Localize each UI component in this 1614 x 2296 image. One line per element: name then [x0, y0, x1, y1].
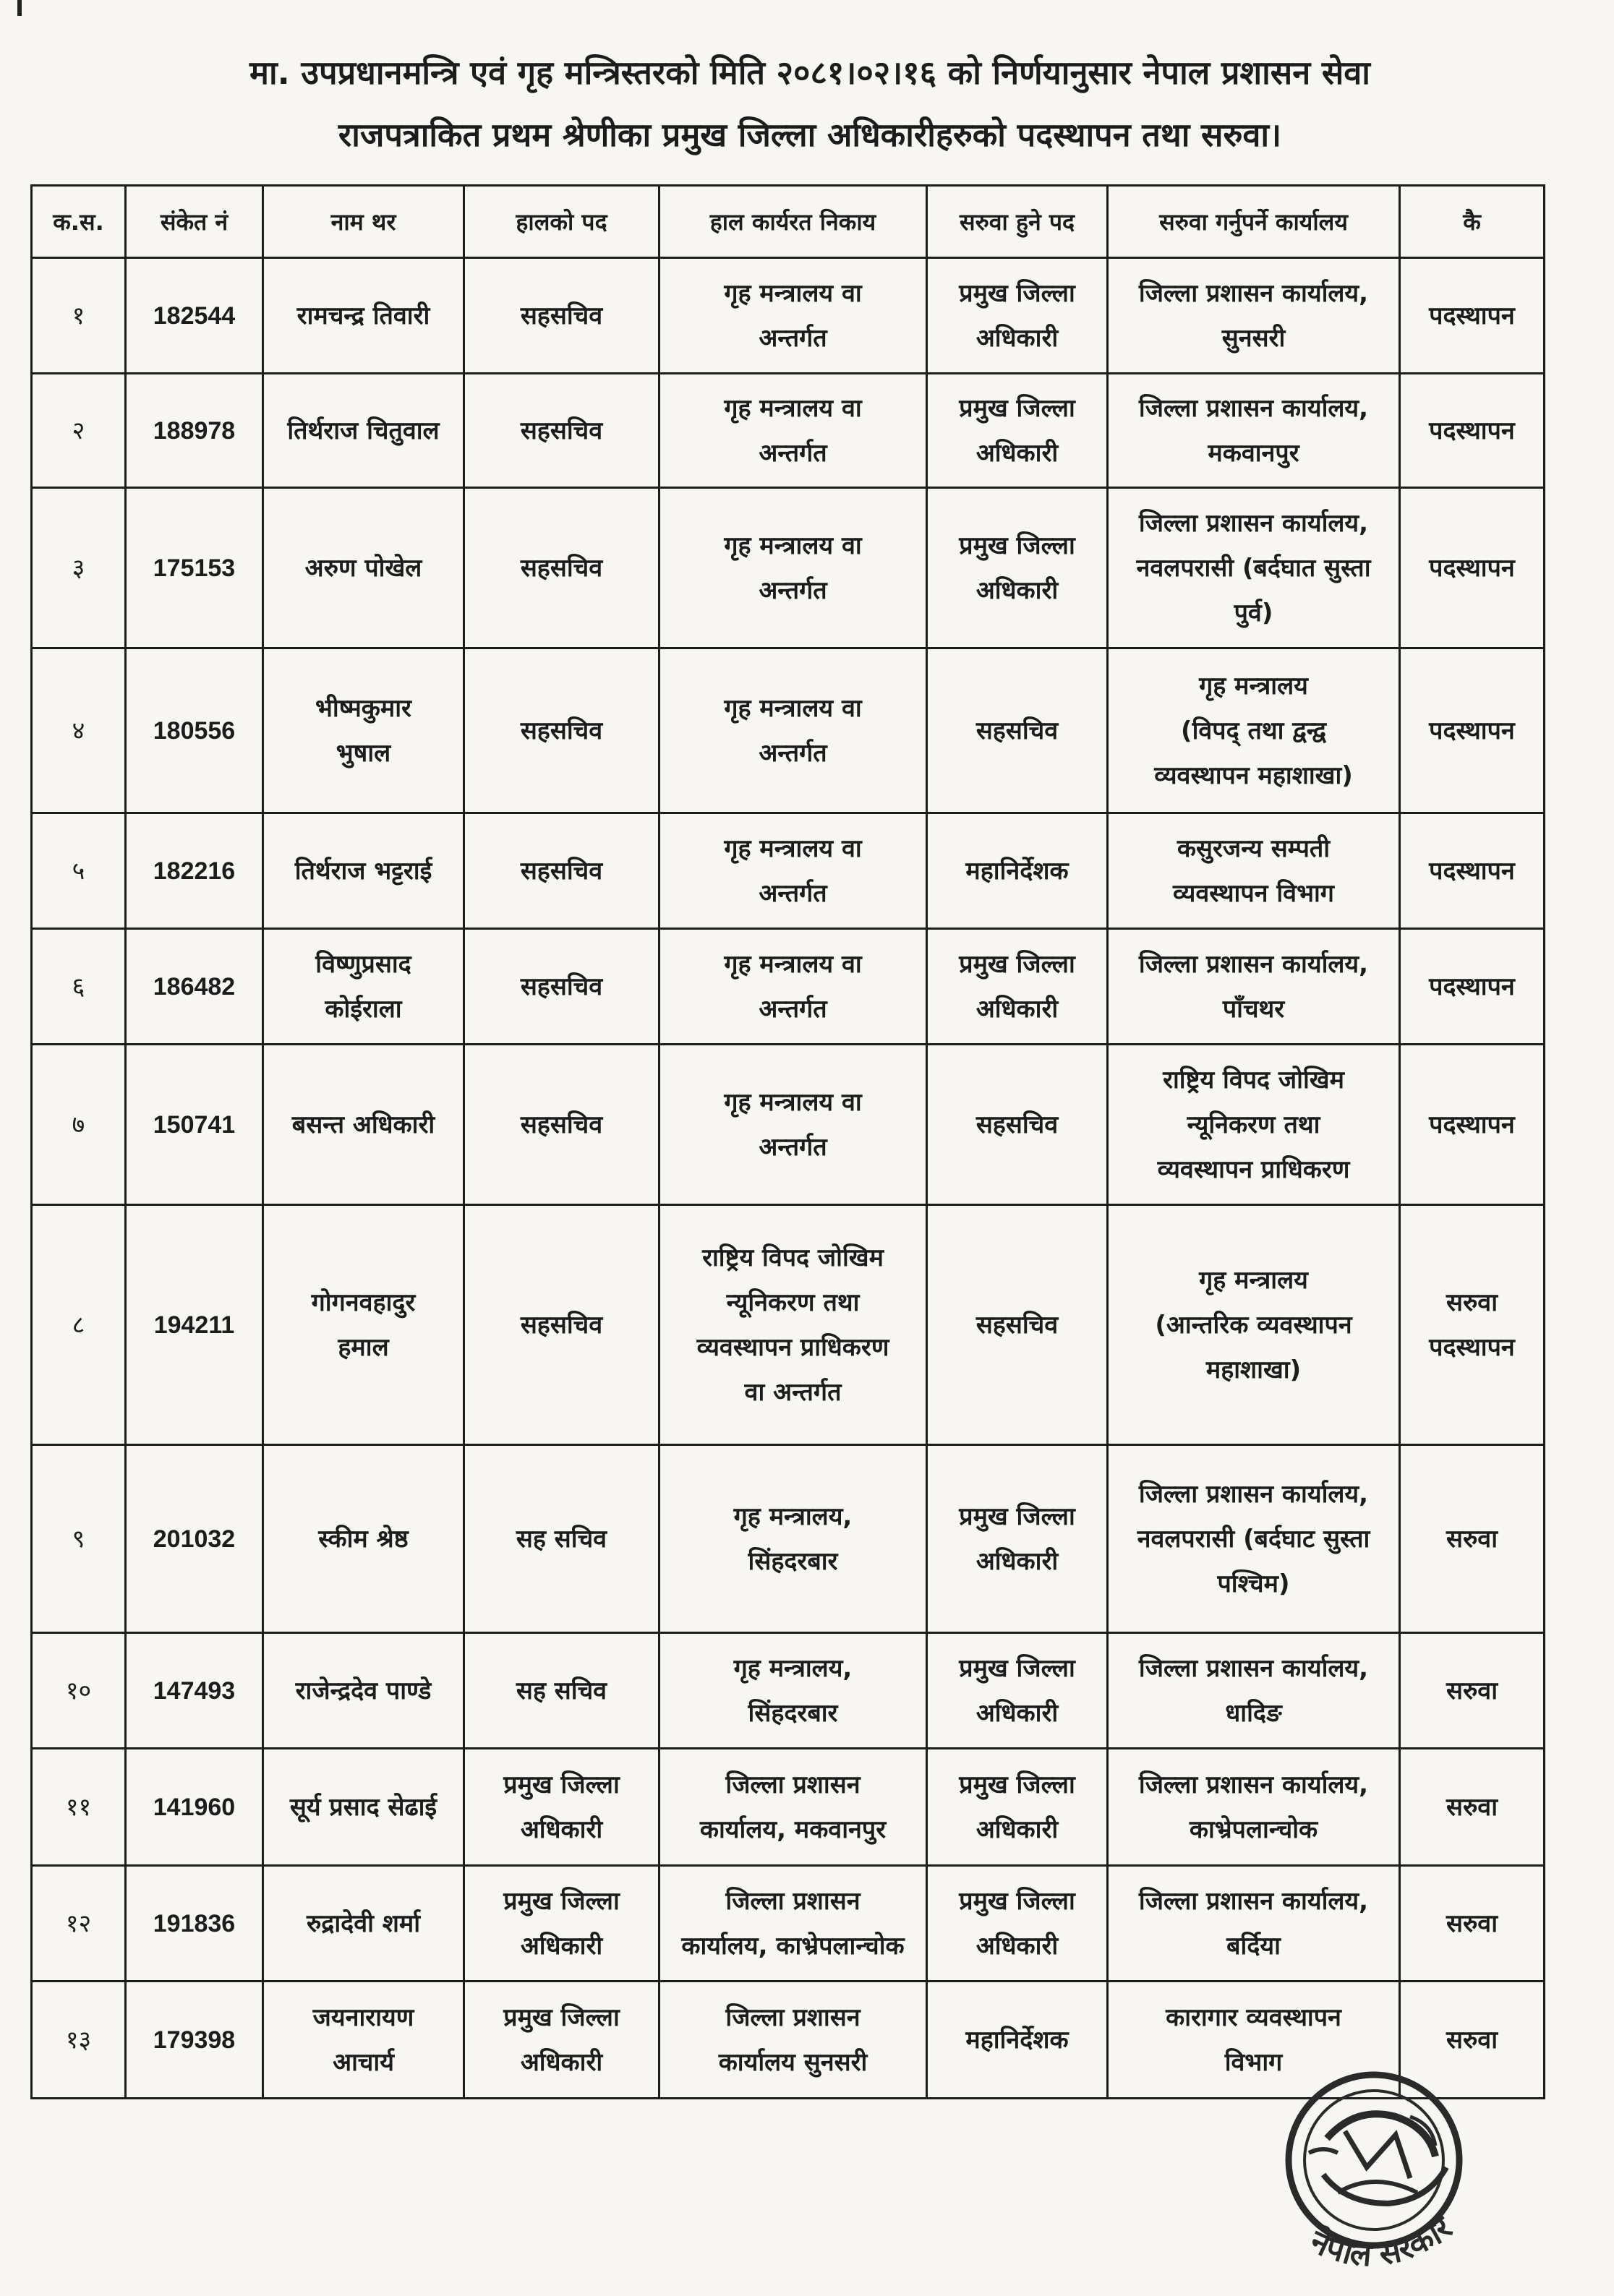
- name-cell: [263, 374, 464, 488]
- new-post-cell: [927, 1982, 1108, 2099]
- table-body: [32, 258, 1545, 2099]
- new-post-cell-text: प्रमुख जिल्ला अधिकारी: [959, 949, 1075, 1024]
- remarks-cell-text: पदस्थापन: [1429, 716, 1515, 745]
- new-office-cell: [1108, 1445, 1400, 1633]
- name-cell-text: गोगनवहादुर हमाल: [311, 1288, 416, 1362]
- column-header-name: नाम थर: [263, 186, 464, 258]
- new-office-cell: [1108, 1749, 1400, 1866]
- page-corner-mark: [17, 0, 22, 16]
- new-office-cell: [1108, 1205, 1400, 1445]
- new-post-cell: [927, 488, 1108, 648]
- new-office-cell-text: जिल्ला प्रशासन कार्यालय, बर्दिया: [1138, 1886, 1369, 1961]
- serial-cell-text: २: [72, 416, 85, 445]
- current-office-cell-text: जिल्ला प्रशासन कार्यालय सुनसरी: [718, 2002, 868, 2077]
- official-seal: [1258, 2052, 1527, 2296]
- document-title-line-1: मा. उपप्रधानमन्त्रि एवं गृह मन्त्रिस्तरको मिति २०८१।०२।१६ को निर्णयानुसार नेपाल प्रशासन सेवा: [249, 53, 1370, 92]
- remarks-cell: [1400, 1866, 1545, 1982]
- serial-cell: [32, 648, 126, 813]
- serial-cell: [32, 929, 126, 1045]
- remarks-cell: [1400, 929, 1545, 1045]
- serial-cell-text: १२: [65, 1909, 92, 1938]
- code-cell-text: 180556: [153, 716, 236, 745]
- current-office-cell-text: गृह मन्त्रालय वा अन्तर्गत: [724, 1087, 862, 1162]
- code-cell: [126, 488, 263, 648]
- serial-cell-text: ९: [72, 1524, 85, 1554]
- remarks-cell: [1400, 813, 1545, 929]
- name-cell: [263, 1866, 464, 1982]
- new-post-cell-text: प्रमुख जिल्ला अधिकारी: [959, 1502, 1075, 1576]
- code-cell-text: 175153: [153, 554, 236, 582]
- current-office-cell-text: गृह मन्त्रालय, सिंहदरबार: [733, 1502, 853, 1576]
- column-header-current-office: हाल कार्यरत निकाय: [659, 186, 927, 258]
- new-post-cell: [927, 648, 1108, 813]
- serial-cell: [32, 1205, 126, 1445]
- new-office-cell-text: जिल्ला प्रशासन कार्यालय, पाँचथर: [1138, 949, 1369, 1024]
- new-office-cell-text: जिल्ला प्रशासन कार्यालय, सुनसरी: [1138, 278, 1369, 353]
- current-office-cell: [659, 648, 927, 813]
- current-post-cell-text: सह सचिव: [516, 1524, 607, 1554]
- current-office-cell: [659, 813, 927, 929]
- current-post-cell-text: सहसचिव: [520, 1310, 603, 1340]
- svg-text:नेपाल सरकार: [1304, 2209, 1460, 2274]
- name-cell: [263, 1045, 464, 1205]
- new-post-cell: [927, 1633, 1108, 1749]
- new-office-cell: [1108, 374, 1400, 488]
- current-office-cell-text: गृह मन्त्रालय वा अन्तर्गत: [724, 949, 862, 1024]
- current-post-cell-text: सहसचिव: [520, 301, 603, 330]
- remarks-cell: [1400, 648, 1545, 813]
- code-cell: [126, 1866, 263, 1982]
- remarks-cell-text: पदस्थापन: [1429, 301, 1515, 330]
- table-row: [32, 1633, 1545, 1749]
- new-office-cell: [1108, 1633, 1400, 1749]
- name-cell: [263, 488, 464, 648]
- column-header-new-office: सरुवा गर्नुपर्ने कार्यालय: [1108, 186, 1400, 258]
- serial-cell-text: ३: [72, 553, 85, 583]
- current-office-cell: [659, 1866, 927, 1982]
- current-office-cell: [659, 258, 927, 374]
- new-post-cell-text: प्रमुख जिल्ला अधिकारी: [959, 1886, 1075, 1961]
- serial-cell-text: ७: [72, 1110, 85, 1139]
- current-post-cell-text: सहसचिव: [520, 553, 603, 583]
- remarks-cell-text: पदस्थापन: [1429, 1110, 1515, 1139]
- current-office-cell: [659, 1633, 927, 1749]
- new-office-cell: [1108, 929, 1400, 1045]
- new-office-cell-text: जिल्ला प्रशासन कार्यालय, नवलपरासी (बर्दघाट सुस्ता पश्चिम): [1137, 1479, 1370, 1598]
- current-post-cell: [464, 1982, 659, 2099]
- document-title-line-2: राजपत्राकित प्रथम श्रेणीका प्रमुख जिल्ला अधिकारीहरुको पदस्थापन तथा सरुवा।: [338, 116, 1282, 154]
- current-post-cell-text: प्रमुख जिल्ला अधिकारी: [503, 1770, 620, 1844]
- name-cell-text: विष्णुप्रसाद कोईराला: [315, 949, 411, 1024]
- code-cell-text: 182216: [153, 857, 236, 885]
- table-row: [32, 929, 1545, 1045]
- serial-cell: [32, 374, 126, 488]
- new-post-cell: [927, 1045, 1108, 1205]
- remarks-cell-text: सरुवा: [1446, 1676, 1498, 1705]
- code-cell: [126, 1982, 263, 2099]
- new-office-cell: [1108, 488, 1400, 648]
- code-cell: [126, 929, 263, 1045]
- code-cell-text: 141960: [153, 1793, 236, 1821]
- new-post-cell: [927, 1749, 1108, 1866]
- name-cell: [263, 813, 464, 929]
- current-post-cell-text: सहसचिव: [520, 416, 603, 445]
- remarks-cell: [1400, 374, 1545, 488]
- table-row: [32, 374, 1545, 488]
- current-office-cell: [659, 1445, 927, 1633]
- code-cell-text: 188978: [153, 416, 236, 445]
- code-cell-text: 179398: [153, 2026, 236, 2054]
- remarks-cell: [1400, 1445, 1545, 1633]
- name-cell-text: राजेन्द्रदेव पाण्डे: [295, 1676, 432, 1705]
- table-row: [32, 1045, 1545, 1205]
- new-post-cell: [927, 374, 1108, 488]
- current-post-cell: [464, 1045, 659, 1205]
- current-post-cell: [464, 374, 659, 488]
- code-cell: [126, 1205, 263, 1445]
- serial-cell-text: ५: [72, 856, 85, 886]
- code-cell: [126, 258, 263, 374]
- new-office-cell-text: जिल्ला प्रशासन कार्यालय, नवलपरासी (बर्दघात सुस्ता पुर्व): [1136, 508, 1371, 627]
- new-post-cell-text: सहसचिव: [975, 1110, 1059, 1139]
- new-post-cell-text: प्रमुख जिल्ला अधिकारी: [959, 393, 1075, 468]
- current-post-cell-text: सहसचिव: [520, 856, 603, 886]
- current-post-cell-text: सहसचिव: [520, 716, 603, 745]
- serial-cell-text: १०: [65, 1676, 92, 1705]
- new-office-cell-text: जिल्ला प्रशासन कार्यालय, मकवानपुर: [1138, 393, 1369, 468]
- transfer-table: [30, 184, 1545, 2099]
- current-office-cell: [659, 374, 927, 488]
- name-cell-text: रुद्रादेवी शर्मा: [306, 1909, 421, 1938]
- table-row: [32, 1205, 1545, 1445]
- current-post-cell: [464, 1445, 659, 1633]
- table-row: [32, 258, 1545, 374]
- current-post-cell: [464, 1866, 659, 1982]
- code-cell-text: 191836: [153, 1909, 236, 1937]
- current-office-cell-text: गृह मन्त्रालय वा अन्तर्गत: [724, 278, 862, 353]
- name-cell-text: भीष्मकुमार भुषाल: [315, 693, 411, 768]
- new-post-cell-text: महानिर्देशक: [965, 856, 1069, 886]
- current-post-cell: [464, 1633, 659, 1749]
- new-office-cell-text: गृह मन्त्रालय (आन्तरिक व्यवस्थापन महाशाखा): [1155, 1265, 1352, 1384]
- code-cell: [126, 648, 263, 813]
- new-post-cell-text: प्रमुख जिल्ला अधिकारी: [959, 531, 1075, 605]
- current-office-cell: [659, 929, 927, 1045]
- new-office-cell-text: जिल्ला प्रशासन कार्यालय, धादिङ: [1138, 1653, 1369, 1728]
- new-office-cell: [1108, 1045, 1400, 1205]
- new-office-cell: [1108, 1866, 1400, 1982]
- current-office-cell: [659, 1205, 927, 1445]
- serial-cell: [32, 1866, 126, 1982]
- column-header-remarks: कै: [1400, 186, 1545, 258]
- serial-cell: [32, 258, 126, 374]
- serial-cell-text: ४: [72, 716, 85, 745]
- new-office-cell-text: कारागार व्यवस्थापन विभाग: [1166, 2002, 1341, 2077]
- remarks-cell-text: पदस्थापन: [1429, 553, 1515, 583]
- name-cell: [263, 1982, 464, 2099]
- remarks-cell: [1400, 258, 1545, 374]
- code-cell-text: 186482: [153, 972, 236, 1001]
- new-post-cell: [927, 258, 1108, 374]
- new-post-cell-text: प्रमुख जिल्ला अधिकारी: [959, 1770, 1075, 1844]
- current-office-cell: [659, 488, 927, 648]
- table-header-row: [32, 186, 1545, 258]
- remarks-cell-text: पदस्थापन: [1429, 856, 1515, 886]
- new-post-cell-text: सहसचिव: [975, 1310, 1059, 1340]
- new-post-cell: [927, 1866, 1108, 1982]
- code-cell: [126, 1749, 263, 1866]
- current-post-cell: [464, 813, 659, 929]
- current-office-cell-text: गृह मन्त्रालय वा अन्तर्गत: [724, 834, 862, 908]
- remarks-cell-text: सरुवा पदस्थापन: [1429, 1288, 1515, 1362]
- code-cell-text: 182544: [153, 301, 236, 330]
- current-office-cell-text: गृह मन्त्रालय वा अन्तर्गत: [724, 393, 862, 468]
- name-cell-text: जयनारायण आचार्य: [312, 2002, 414, 2077]
- name-cell-text: सूर्य प्रसाद सेढाई: [289, 1792, 437, 1822]
- code-cell: [126, 1633, 263, 1749]
- current-office-cell: [659, 1982, 927, 2099]
- remarks-cell: [1400, 1633, 1545, 1749]
- table-row: [32, 1866, 1545, 1982]
- current-post-cell-text: प्रमुख जिल्ला अधिकारी: [503, 1886, 620, 1961]
- new-office-cell: [1108, 258, 1400, 374]
- table-row: [32, 1749, 1545, 1866]
- name-cell-text: तिर्थराज चितुवाल: [287, 416, 440, 445]
- current-office-cell: [659, 1749, 927, 1866]
- current-office-cell-text: गृह मन्त्रालय वा अन्तर्गत: [724, 693, 862, 768]
- new-office-cell-text: गृह मन्त्रालय (विपद् तथा द्वन्द्व व्यवस्थापन महाशाखा): [1154, 671, 1353, 790]
- name-cell: [263, 258, 464, 374]
- serial-cell: [32, 1749, 126, 1866]
- remarks-cell-text: पदस्थापन: [1429, 416, 1515, 445]
- current-office-cell-text: जिल्ला प्रशासन कार्यालय, काभ्रेपलान्चोक: [681, 1886, 905, 1961]
- column-header-code: संकेत नं: [126, 186, 263, 258]
- code-cell-text: 194211: [153, 1311, 235, 1339]
- name-cell-text: रामचन्द्र तिवारी: [296, 301, 430, 330]
- serial-cell: [32, 813, 126, 929]
- remarks-cell: [1400, 1749, 1545, 1866]
- name-cell: [263, 1749, 464, 1866]
- new-post-cell-text: प्रमुख जिल्ला अधिकारी: [959, 1653, 1075, 1728]
- column-header-serial: क.स.: [32, 186, 126, 258]
- name-cell: [263, 1633, 464, 1749]
- code-cell: [126, 1445, 263, 1633]
- serial-cell-text: ८: [72, 1310, 85, 1340]
- current-office-cell: [659, 1045, 927, 1205]
- remarks-cell-text: पदस्थापन: [1429, 972, 1515, 1001]
- current-office-cell-text: जिल्ला प्रशासन कार्यालय, मकवानपुर: [699, 1770, 887, 1844]
- code-cell-text: 201032: [153, 1525, 236, 1553]
- remarks-cell-text: सरुवा: [1446, 1524, 1498, 1554]
- name-cell: [263, 1445, 464, 1633]
- new-post-cell-text: सहसचिव: [975, 716, 1059, 745]
- name-cell-text: तिर्थराज भट्टराई: [294, 856, 432, 886]
- current-post-cell: [464, 1205, 659, 1445]
- column-header-current-post: हालको पद: [464, 186, 659, 258]
- code-cell: [126, 813, 263, 929]
- new-post-cell: [927, 1205, 1108, 1445]
- new-office-cell: [1108, 813, 1400, 929]
- seal-text: नेपाल सरकार: [1304, 2209, 1459, 2274]
- current-office-cell-text: गृह मन्त्रालय, सिंहदरबार: [733, 1653, 853, 1728]
- remarks-cell-text: सरुवा: [1446, 1792, 1498, 1822]
- name-cell-text: बसन्त अधिकारी: [291, 1110, 435, 1139]
- current-post-cell-text: सहसचिव: [520, 972, 603, 1001]
- new-post-cell-text: महानिर्देशक: [965, 2025, 1069, 2055]
- serial-cell: [32, 1445, 126, 1633]
- new-office-cell-text: राष्ट्रिय विपद जोखिम न्यूनिकरण तथा व्यवस्थापन प्राधिकरण: [1157, 1065, 1350, 1184]
- new-office-cell: [1108, 648, 1400, 813]
- table-row: [32, 648, 1545, 813]
- new-office-cell-text: जिल्ला प्रशासन कार्यालय, काभ्रेपलान्चोक: [1138, 1770, 1369, 1844]
- current-post-cell: [464, 648, 659, 813]
- new-post-cell: [927, 813, 1108, 929]
- code-cell-text: 147493: [153, 1676, 236, 1705]
- serial-cell-text: १३: [65, 2025, 92, 2055]
- new-post-cell-text: प्रमुख जिल्ला अधिकारी: [959, 278, 1075, 353]
- remarks-cell: [1400, 1205, 1545, 1445]
- remarks-cell-text: सरुवा: [1446, 1909, 1498, 1938]
- name-cell-text: अरुण पोखेल: [304, 553, 422, 583]
- code-cell: [126, 1045, 263, 1205]
- name-cell: [263, 648, 464, 813]
- column-header-new-post: सरुवा हुने पद: [927, 186, 1108, 258]
- serial-cell: [32, 488, 126, 648]
- serial-cell-text: १: [72, 301, 85, 330]
- remarks-cell-text: सरुवा: [1446, 2025, 1498, 2055]
- current-post-cell: [464, 258, 659, 374]
- current-post-cell: [464, 1749, 659, 1866]
- current-post-cell-text: प्रमुख जिल्ला अधिकारी: [503, 2002, 620, 2077]
- current-post-cell: [464, 929, 659, 1045]
- code-cell-text: 150741: [153, 1110, 236, 1139]
- serial-cell-text: ११: [65, 1792, 92, 1822]
- code-cell: [126, 374, 263, 488]
- current-post-cell-text: सहसचिव: [520, 1110, 603, 1139]
- remarks-cell: [1400, 488, 1545, 648]
- serial-cell: [32, 1982, 126, 2099]
- serial-cell: [32, 1045, 126, 1205]
- name-cell: [263, 1205, 464, 1445]
- serial-cell-text: ६: [72, 972, 85, 1001]
- new-office-cell-text: कसुरजन्य सम्पती व्यवस्थापन विभाग: [1173, 834, 1334, 908]
- remarks-cell: [1400, 1045, 1545, 1205]
- current-post-cell: [464, 488, 659, 648]
- new-post-cell: [927, 929, 1108, 1045]
- table-row: [32, 1445, 1545, 1633]
- current-office-cell-text: राष्ट्रिय विपद जोखिम न्यूनिकरण तथा व्यवस्थापन प्राधिकरण वा अन्तर्गत: [696, 1243, 889, 1407]
- name-cell-text: स्कीम श्रेष्ठ: [318, 1524, 409, 1554]
- current-office-cell-text: गृह मन्त्रालय वा अन्तर्गत: [724, 531, 862, 605]
- serial-cell: [32, 1633, 126, 1749]
- current-post-cell-text: सह सचिव: [516, 1676, 607, 1705]
- table-row: [32, 488, 1545, 648]
- table-row: [32, 813, 1545, 929]
- name-cell: [263, 929, 464, 1045]
- new-post-cell: [927, 1445, 1108, 1633]
